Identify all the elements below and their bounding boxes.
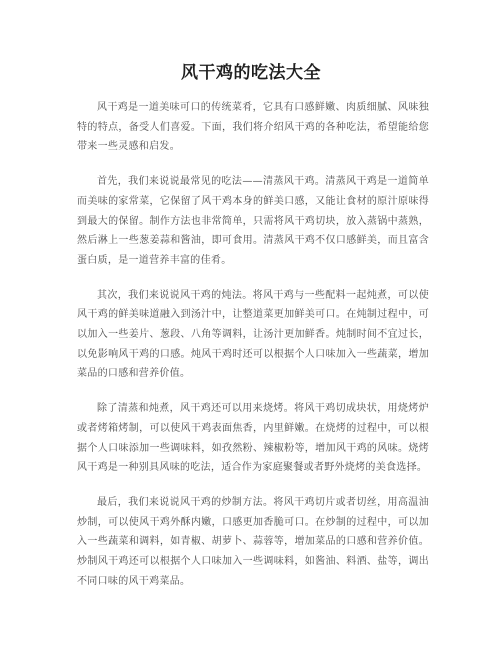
document-body (77, 98, 429, 606)
paragraph-steamed: 首先，我们来说说最常见的吃法——清蒸风干鸡。清蒸风干鸡是一道简单而美味的家常菜，它保留了风干鸡本身的鲜美口感，又能让食材的原汁原味得到最大的保留。制作方法也非常简单，只需将风干鸡切块，放入蒸锅中蒸熟，然后淋上一些葱姜蒜和酱油，即可食用。清蒸风干鸡不仅口感鲜美，而且富含蛋白质，是一道营养丰富的佳肴。 (77, 176, 429, 266)
paragraph-grilled: 除了清蒸和炖煮，风干鸡还可以用来烧烤。将风干鸡切成块状，用烧烤炉或者烤箱烤制，可以使风干鸡表面焦香，内里鲜嫩。在烧烤的过程中，可以根据个人口味添加一些调味料，如孜然粉、辣椒粉等，增加风干鸡的风味。烧烤风干鸡是一种别具风味的吃法，适合作为家庭聚餐或者野外烧烤的美食选择。 (77, 403, 429, 474)
paragraph-intro: 风干鸡是一道美味可口的传统菜肴，它具有口感鲜嫩、肉质细腻、风味独特的特点，备受人们喜爱。下面，我们将介绍风干鸡的各种吃法，希望能给您带来一些灵感和启发。 (77, 102, 429, 153)
paragraph-stir-fried: 最后，我们来说说风干鸡的炒制方法。将风干鸡切片或者切丝，用高温油炒制，可以使风干鸡外酥内嫩，口感更加香脆可口。在炒制的过程中，可以加入一些蔬菜和调料，如青椒、胡萝卜、蒜蓉等，增加菜品的口感和营养价值。炒制风干鸡还可以根据个人口味加入一些调味料，如酱油、料酒、盐等，调出不同口味的风干鸡菜品。 (77, 496, 429, 587)
page-title: 风干鸡的吃法大全 (181, 63, 321, 83)
paragraph-stewed: 其次，我们来说说风干鸡的炖法。将风干鸡与一些配料一起炖煮，可以使风干鸡的鲜美味道融入到汤汁中，让整道菜更加鲜美可口。在炖制过程中，可以加入一些姜片、葱段、八角等调料，让汤汁更加鲜香。炖制时间不宜过长，以免影响风干鸡的口感。炖风干鸡时还可以根据个人口味加入一些蔬菜，增加菜品的口感和营养价值。 (77, 289, 429, 380)
